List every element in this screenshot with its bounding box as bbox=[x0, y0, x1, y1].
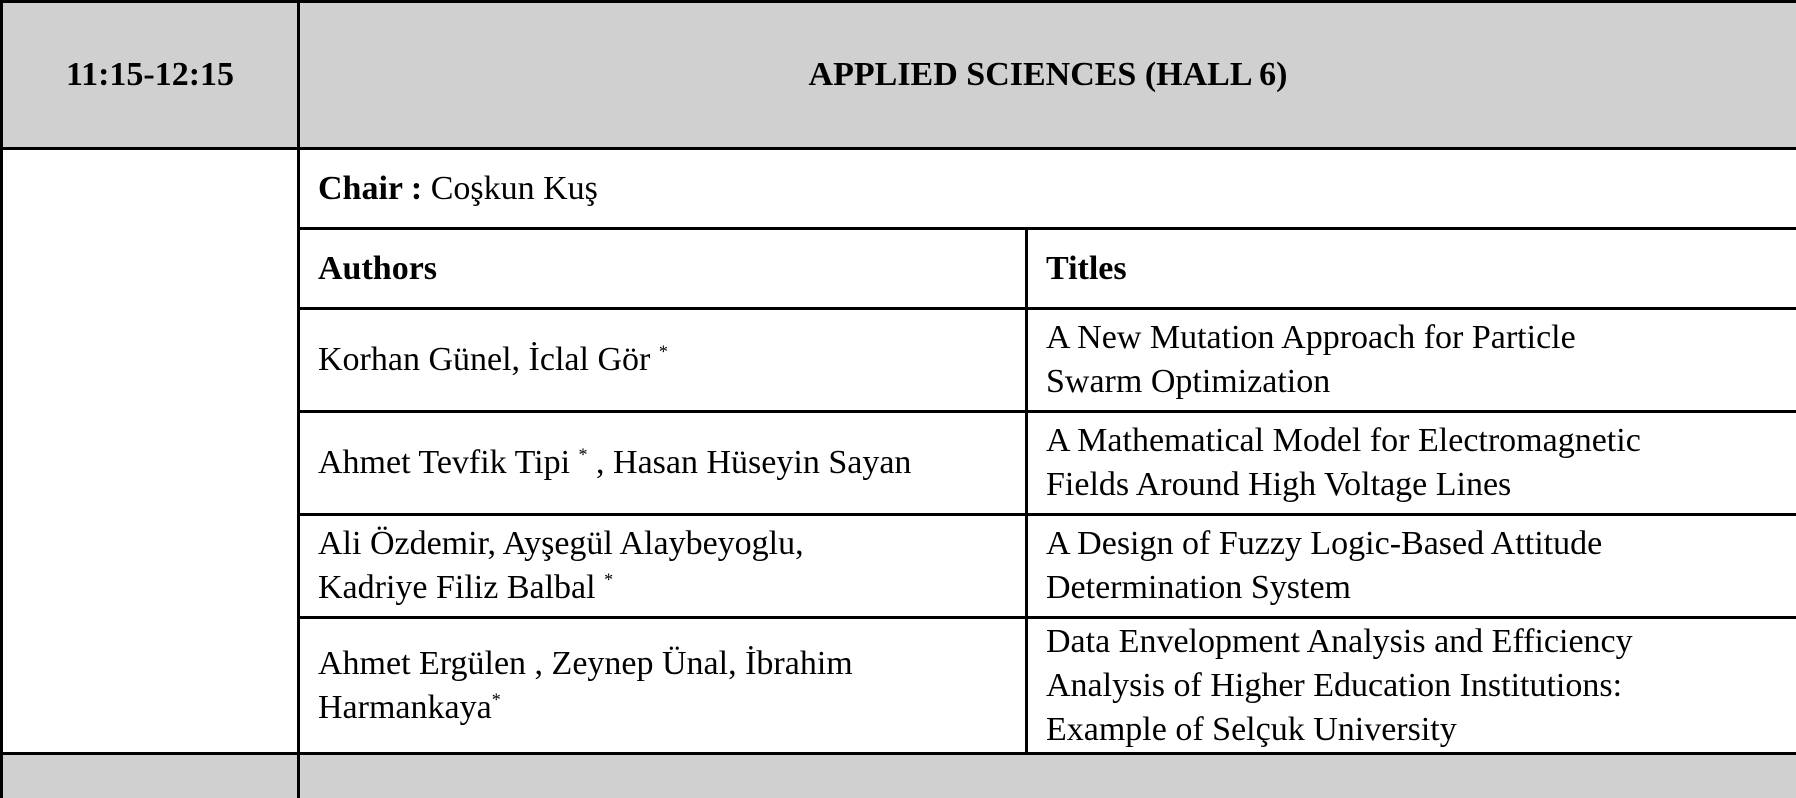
next-session-cell bbox=[299, 754, 1796, 798]
next-time-cell bbox=[2, 754, 299, 798]
paper-title bbox=[1027, 618, 1796, 754]
next-session-row bbox=[2, 754, 1796, 798]
authors-text: Ahmet Tevfik Tipi bbox=[318, 444, 579, 481]
presenter-mark: * bbox=[604, 570, 613, 590]
chair-cell bbox=[299, 149, 1796, 229]
session-header-row bbox=[2, 2, 1796, 149]
title-line: Example of Selçuk University bbox=[1046, 708, 1784, 752]
session-title: APPLIED SCIENCES (HALL 6) bbox=[299, 2, 1796, 149]
title-line: Swarm Optimization bbox=[1046, 360, 1784, 404]
title-line: Data Envelopment Analysis and Efficiency bbox=[1046, 620, 1784, 664]
authors-text: Kadriye Filiz Balbal bbox=[318, 569, 604, 606]
session-time: 11:15-12:15 bbox=[2, 2, 299, 149]
chair-label: Chair : bbox=[318, 170, 422, 207]
title-line: A New Mutation Approach for Particle bbox=[1046, 316, 1784, 360]
paper-authors bbox=[299, 412, 1027, 515]
authors-text: , Hasan Hüseyin Sayan bbox=[588, 444, 912, 481]
presenter-mark: * bbox=[579, 445, 588, 465]
title-line: A Mathematical Model for Electromagnetic bbox=[1046, 419, 1784, 463]
paper-authors bbox=[299, 515, 1027, 618]
authors-text: Harmankaya bbox=[318, 689, 492, 726]
authors-line bbox=[318, 566, 1013, 610]
presenter-mark: * bbox=[659, 342, 668, 362]
title-line: Analysis of Higher Education Institutions: bbox=[1046, 664, 1784, 708]
paper-authors bbox=[299, 618, 1027, 754]
paper-title bbox=[1027, 515, 1796, 618]
presenter-mark: * bbox=[492, 689, 501, 709]
authors-line bbox=[318, 686, 1013, 730]
chair-name: Coşkun Kuş bbox=[431, 170, 598, 207]
authors-text: Korhan Günel, İclal Gör bbox=[318, 341, 659, 378]
title-line: Fields Around High Voltage Lines bbox=[1046, 463, 1784, 507]
title-line: Determination System bbox=[1046, 566, 1784, 610]
time-column-spacer bbox=[2, 149, 299, 754]
paper-title bbox=[1027, 412, 1796, 515]
authors-header: Authors bbox=[299, 229, 1027, 309]
authors-line: Ali Özdemir, Ayşegül Alaybeyoglu, bbox=[318, 522, 1013, 566]
titles-header: Titles bbox=[1027, 229, 1796, 309]
paper-title bbox=[1027, 309, 1796, 412]
paper-authors bbox=[299, 309, 1027, 412]
chair-row bbox=[2, 149, 1796, 229]
authors-line: Ahmet Ergülen , Zeynep Ünal, İbrahim bbox=[318, 642, 1013, 686]
title-line: A Design of Fuzzy Logic-Based Attitude bbox=[1046, 522, 1784, 566]
